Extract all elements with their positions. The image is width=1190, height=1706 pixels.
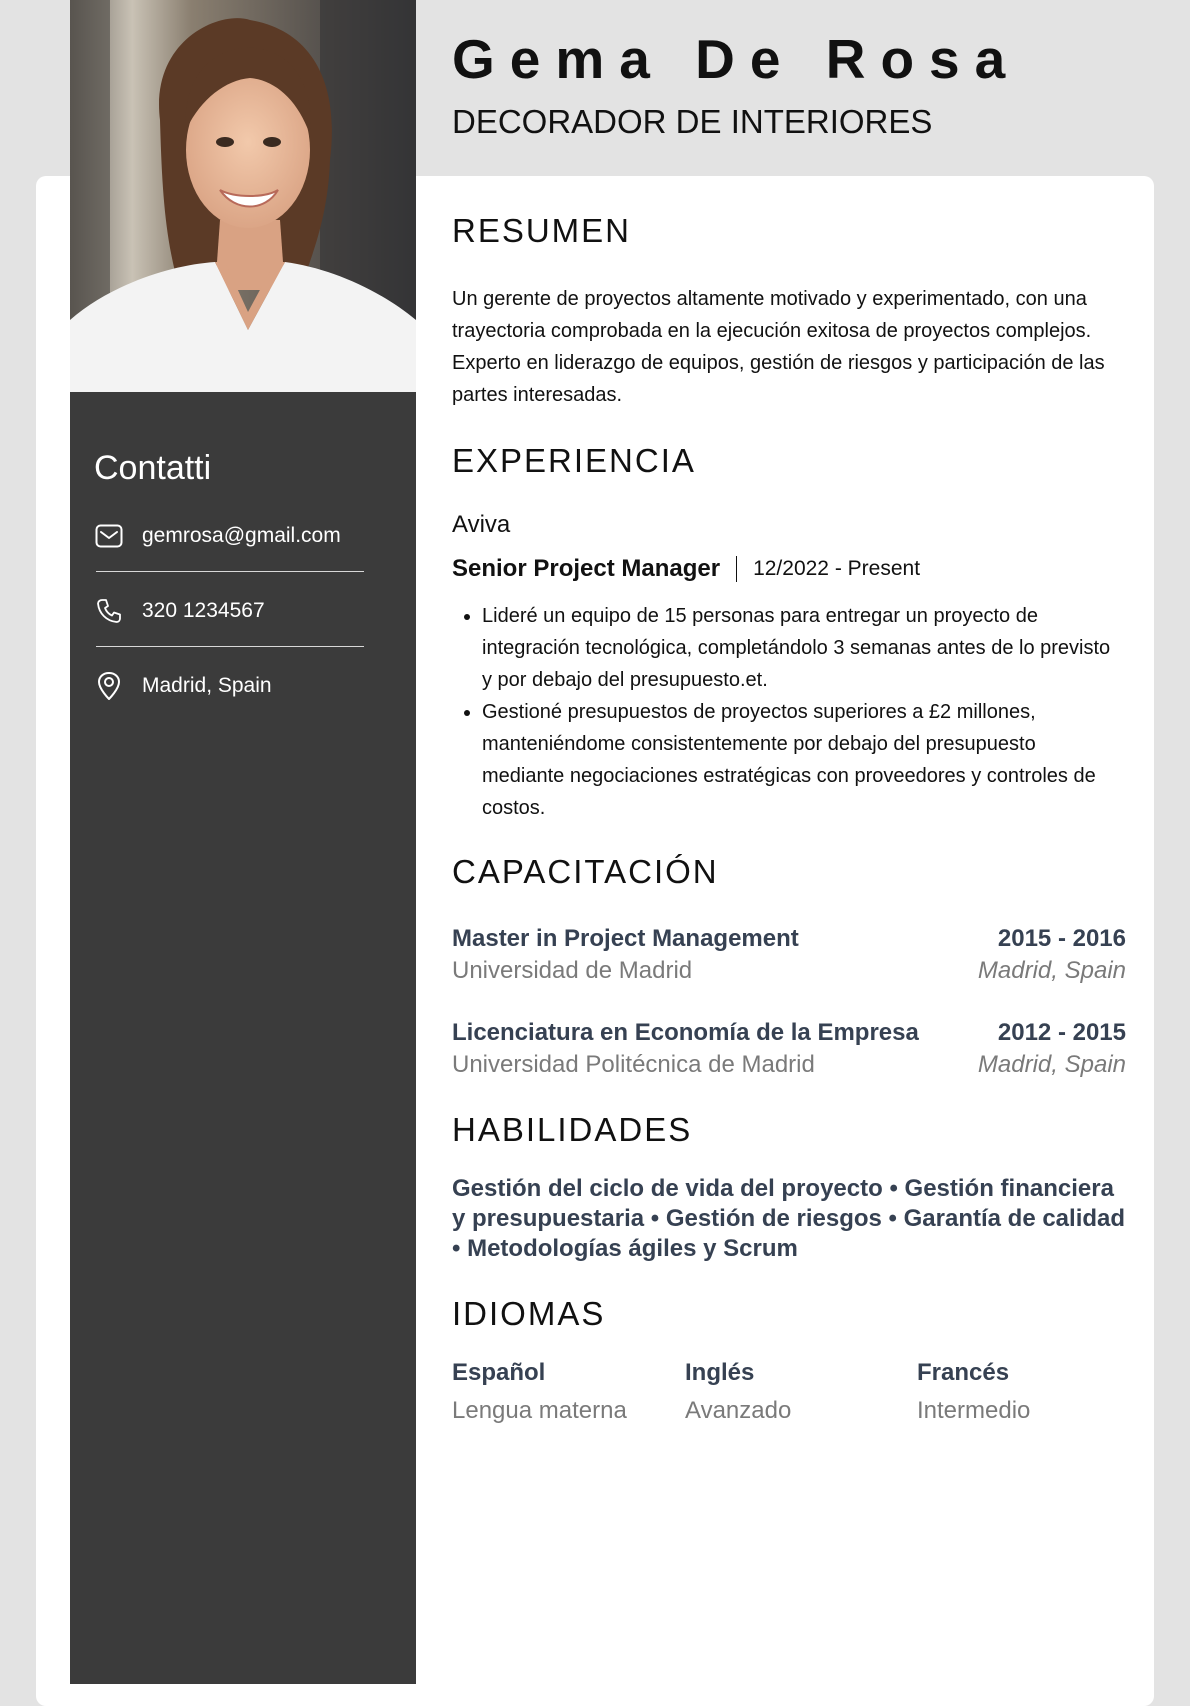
contact-location[interactable] — [94, 666, 364, 706]
company-name: Aviva — [452, 511, 511, 538]
role-line — [452, 555, 920, 583]
skills-title: HABILIDADES — [452, 1111, 693, 1148]
role-separator — [736, 556, 737, 582]
role-dates: 12/2022 - Present — [753, 557, 921, 580]
language-level: Intermedio — [917, 1397, 1031, 1424]
education-years: 2015 - 2016 — [997, 925, 1126, 952]
candidate-name: Gema De Rosa — [452, 28, 1021, 90]
contact-location-value: Madrid, Spain — [142, 674, 272, 697]
education-item — [452, 923, 1126, 987]
location-pin-icon — [94, 671, 124, 701]
list-item: • Lideré un equipo de 15 personas para entregar un proyecto de integración tecnológica, completándolo 3 semanas antes de lo previsto y por debajo del presupuesto.et. — [482, 600, 1122, 696]
education-item — [452, 1017, 1126, 1081]
mail-icon — [94, 521, 124, 551]
summary-title: RESUMEN — [452, 212, 632, 249]
education-degree: Licenciatura en Economía de la Empresa — [452, 1019, 919, 1046]
experience-title: EXPERIENCIA — [452, 442, 696, 479]
language-item — [452, 1357, 672, 1427]
contact-email[interactable] — [94, 516, 364, 556]
contact-phone[interactable] — [94, 591, 364, 631]
education-title: CAPACITACIÓN — [452, 853, 719, 890]
language-name: Francés — [917, 1359, 1010, 1386]
language-item — [685, 1357, 905, 1427]
job-title: DECORADOR DE INTERIORES — [452, 103, 933, 140]
profile-photo — [70, 0, 416, 392]
education-school: Universidad Politécnica de Madrid — [452, 1051, 815, 1078]
education-place: Madrid, Spain — [977, 1051, 1126, 1078]
education-years: 2012 - 2015 — [997, 1019, 1126, 1046]
contact-divider — [96, 646, 364, 647]
experience-bullets — [452, 600, 1122, 824]
education-school: Universidad de Madrid — [452, 957, 693, 984]
language-item — [917, 1357, 1137, 1427]
phone-icon — [94, 596, 124, 626]
languages-title: IDIOMAS — [452, 1295, 606, 1332]
language-level: Avanzado — [685, 1397, 792, 1424]
summary-text: Un gerente de proyectos altamente motivado y experimentado, con una trayectoria comprobada en la ejecución exitosa de proyectos complejos. Experto en liderazgo de equipos, gestión de riesgos y participación de las partes interesadas. — [452, 288, 1105, 406]
role-title: Senior Project Manager — [452, 555, 721, 582]
contacts-title: Contatti — [94, 449, 212, 487]
contact-email-value: gemrosa@gmail.com — [142, 524, 341, 547]
contact-divider — [96, 571, 364, 572]
language-level: Lengua materna — [452, 1397, 627, 1424]
education-place: Madrid, Spain — [977, 957, 1126, 984]
education-degree: Master in Project Management — [452, 925, 799, 952]
skills-text: Gestión del ciclo de vida del proyecto • Gestión financiera y presupuestaria • Gestión de riesgos • Garantía de calidad • Metodologías ágiles y Scrum — [452, 1175, 1126, 1262]
list-item: • Gestioné presupuestos de proyectos superiores a £2 millones, manteniéndome consistentemente por debajo del presupuesto mediante negociaciones estratégicas con proveedores y controles de costos. — [482, 696, 1122, 824]
language-name: Inglés — [685, 1359, 755, 1386]
contact-phone-value: 320 1234567 — [142, 599, 265, 622]
language-name: Español — [452, 1359, 546, 1386]
